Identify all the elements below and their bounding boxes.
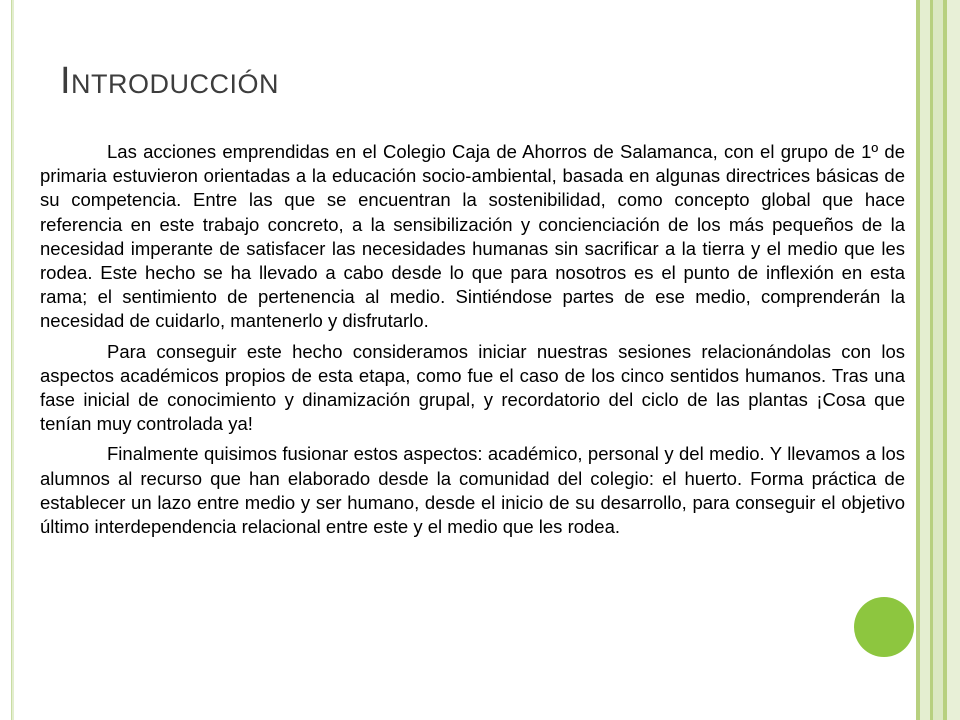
right-decor-stripe [947,0,960,720]
paragraph-1: Las acciones emprendidas en el Colegio Caja de Ahorros de Salamanca, con el grupo de 1º de primaria estuvieron orientadas a la educación socio-ambiental, basada en algunas directrices básicas de su competencia. Entre las que se encuentran la sostenibilidad, como concepto global que hace referencia en este trabajo concreto, a la sensibilización y concienciación de los más pequeños de la necesidad imperante de satisfacer las necesidades humanas sin sacrificar a la tierra y el medio que les rodea. Este hecho se ha llevado a cabo desde lo que para nosotros es el punto de inflexión en esta rama; el sentimiento de pertenencia al medio. Sintiéndose partes de ese medio, comprenderán la necesidad de cuidarlo, mantenerlo y disfrutarlo. [40,141,905,332]
paragraph-3: Finalmente quisimos fusionar estos aspectos: académico, personal y del medio. Y llevamos a los alumnos al recurso que han elaborado desde la comunidad del colegio: el huerto. Forma práctica de establecer un lazo entre medio y ser humano, desde el inicio de su desarrollo, para conseguir el objetivo último interdependencia relacional entre este y el medio que les rodea. [40,443,905,538]
decorative-green-circle [854,597,914,657]
left-border [0,0,12,720]
paragraph-2: Para conseguir este hecho consideramos iniciar nuestras sesiones relacionándolas con los aspectos académicos propios de esta etapa, como fue el caso de los cinco sentidos humanos. Tras una fase inicial de conocimiento y dinamización grupal, y recordatorio del ciclo de las plantas ¡Cosa que tenían muy controlada ya! [40,340,905,435]
slide-body [40,140,905,545]
right-decor-stripe [933,0,943,720]
slide-title: Introducción [60,60,280,102]
right-decor-stripe [920,0,930,720]
left-border-inner-line [12,0,14,720]
